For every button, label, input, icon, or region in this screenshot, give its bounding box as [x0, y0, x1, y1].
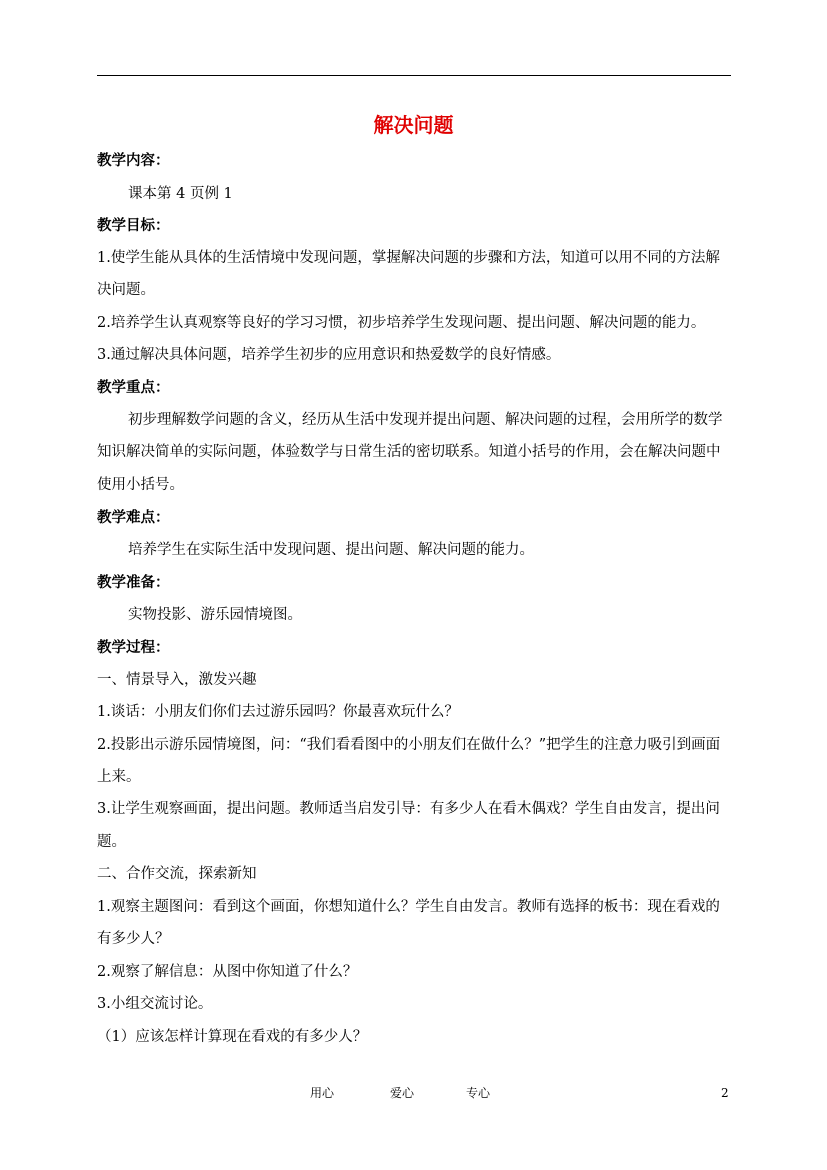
process-s2-p2: 2.观察了解信息：从图中你知道了什么？ — [97, 964, 358, 980]
goal-2: 2.培养学生认真观察等良好的学习习惯，初步培养学生发现问题、提出问题、解决问题的能力。 — [97, 315, 706, 331]
key-line-3: 使用小括号。 — [97, 477, 184, 493]
section-heading-process: 教学过程： — [97, 640, 170, 656]
process-s1-p3-line-2: 题。 — [97, 834, 126, 850]
process-s1-p2-line-1: 2.投影出示游乐园情境图，问：“我们看看图中的小朋友们在做什么？”把学生的注意力吸引到画面 — [97, 737, 721, 753]
process-s2-p3: 3.小组交流讨论。 — [97, 996, 213, 1012]
process-section-2-title: 二、合作交流，探索新知 — [97, 866, 257, 882]
header-rule — [97, 75, 731, 76]
goal-3: 3.通过解决具体问题，培养学生初步的应用意识和热爱数学的良好情感。 — [97, 347, 561, 363]
process-s2-p1-line-1: 1.观察主题图问：看到这个画面，你想知道什么？学生自由发言。教师有选择的板书：现在看戏的 — [97, 899, 720, 915]
goal-1-line-1: 1.使学生能从具体的生活情境中发现问题，掌握解决问题的步骤和方法，知道可以用不同的方法解 — [97, 250, 720, 266]
content-text: 课本第 4 页例 1 — [128, 186, 233, 202]
page-title: 解决问题 — [373, 113, 454, 137]
process-s1-p3-line-1: 3.让学生观察画面，提出问题。教师适当启发引导：有多少人在看木偶戏？学生自由发言，提出问 — [97, 801, 720, 817]
prep-text: 实物投影、游乐园情境图。 — [128, 607, 302, 623]
footer-motto-1: 用心 — [310, 1086, 335, 1100]
goal-1-line-2: 决问题。 — [97, 282, 155, 298]
process-s2-p1-line-2: 有多少人？ — [97, 931, 170, 947]
section-heading-key: 教学重点： — [97, 380, 170, 396]
key-line-2: 知识解决简单的实际问题，体验数学与日常生活的密切联系。知道小括号的作用，会在解决问题中 — [97, 444, 721, 460]
process-s1-p2-line-2: 上来。 — [97, 769, 141, 785]
difficulty-text: 培养学生在实际生活中发现问题、提出问题、解决问题的能力。 — [128, 542, 534, 558]
process-s1-p1: 1.谈话：小朋友们你们去过游乐园吗？你最喜欢玩什么？ — [97, 704, 459, 720]
section-heading-difficulty: 教学难点： — [97, 510, 170, 526]
footer-motto-2: 爱心 — [390, 1086, 415, 1100]
footer-motto-3: 专心 — [466, 1086, 491, 1100]
page-number: 2 — [721, 1086, 729, 1100]
section-heading-goals: 教学目标： — [97, 218, 170, 234]
key-line-1: 初步理解数学问题的含义，经历从生活中发现并提出问题、解决问题的过程，会用所学的数学 — [128, 412, 723, 428]
process-s2-q1: （1）应该怎样计算现在看戏的有多少人？ — [97, 1029, 368, 1045]
process-section-1-title: 一、情景导入，激发兴趣 — [97, 672, 257, 688]
section-heading-prep: 教学准备： — [97, 575, 170, 591]
section-heading-content: 教学内容： — [97, 153, 170, 169]
